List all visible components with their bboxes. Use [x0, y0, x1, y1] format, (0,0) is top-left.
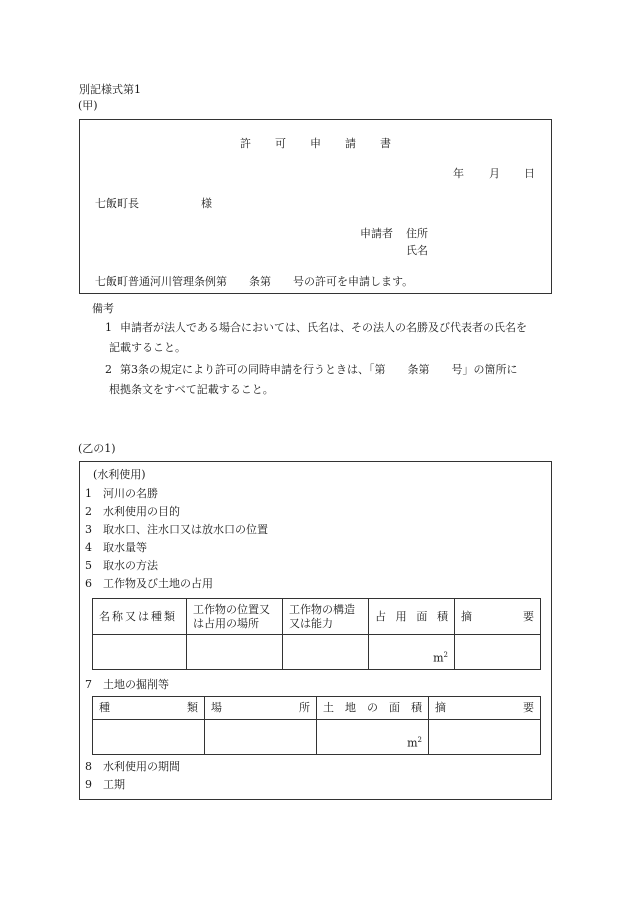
excavation-entry-row [93, 720, 541, 755]
item-8: 8 水利使用の期間 [85, 760, 180, 773]
note-1-line2: 記載すること。 [109, 341, 186, 354]
occupancy-header-row [93, 599, 541, 635]
date-day: 日 [524, 167, 535, 180]
date-month: 月 [489, 167, 500, 180]
cell-remarks[interactable] [455, 635, 541, 670]
note-2-line2: 根拠条文をすべて記載すること。 [109, 383, 274, 396]
form-id: 別記様式第1 [79, 83, 141, 96]
application-box [79, 119, 552, 294]
item-9: 9 工期 [85, 778, 125, 791]
item-3: 3 取水口、注水口又は放水口の位置 [85, 523, 268, 536]
note-1-num: 1 [105, 321, 112, 334]
address-label: 住所 [406, 227, 428, 240]
col-occupied-area: 占 用 面 積 [369, 599, 455, 635]
date-year: 年 [453, 167, 464, 180]
cell-name-type[interactable] [93, 635, 187, 670]
cell-place[interactable] [205, 720, 317, 755]
col-structure-capacity: 工作物の構造 又は能力 [283, 599, 369, 635]
applicant-label: 申請者 [360, 227, 393, 240]
cell-capacity[interactable] [283, 635, 369, 670]
part-b-label: (乙の1) [78, 442, 116, 455]
form-title: 許 可 申 請 書 [240, 137, 391, 150]
col-structure-location: 工作物の位置又 は占用の場所 [187, 599, 283, 635]
notes-title: 備考 [92, 302, 114, 315]
item-5: 5 取水の方法 [85, 559, 158, 572]
cell-area[interactable]: $m^2$ [369, 635, 455, 670]
col-name-type: 名称又は種類 [93, 599, 187, 635]
note-2-line1: 第3条の規定により許可の同時申請を行うときは、「第 条第 号」の箇所に [120, 363, 518, 376]
cell-kind[interactable] [93, 720, 205, 755]
cell-land-area[interactable]: $m^2$ [317, 720, 429, 755]
item-7: 7 土地の掘削等 [85, 678, 169, 691]
cell-location[interactable] [187, 635, 283, 670]
col-remarks: 摘 要 [455, 599, 541, 635]
item-1: 1 河川の名勝 [85, 487, 158, 500]
col-kind: 種 類 [93, 697, 205, 720]
col-remarks-2: 摘 要 [429, 697, 541, 720]
note-2-num: 2 [105, 363, 112, 376]
note-1-line1: 申請者が法人である場合においては、氏名は、その法人の名勝及び代表者の氏名を [120, 321, 527, 334]
item-6: 6 工作物及び土地の占用 [85, 577, 213, 590]
name-label: 氏名 [406, 244, 428, 257]
item-4: 4 取水量等 [85, 541, 147, 554]
addressee: 七飯町長 [95, 197, 139, 210]
honorific: 様 [201, 197, 212, 210]
occupancy-entry-row [93, 635, 541, 670]
item-2: 2 水利使用の目的 [85, 505, 180, 518]
excavation-header-row [93, 697, 541, 720]
cell-remarks-2[interactable] [429, 720, 541, 755]
statement: 七飯町普通河川管理条例第 条第 号の許可を申請します。 [95, 275, 414, 288]
part-a-label: (甲) [78, 99, 98, 112]
col-place: 場 所 [205, 697, 317, 720]
water-use-heading: (水利使用) [93, 468, 146, 481]
occupancy-table [92, 598, 541, 670]
water-use-box [79, 461, 552, 800]
col-land-area: 土 地 の 面 積 [317, 697, 429, 720]
excavation-table [92, 696, 541, 755]
